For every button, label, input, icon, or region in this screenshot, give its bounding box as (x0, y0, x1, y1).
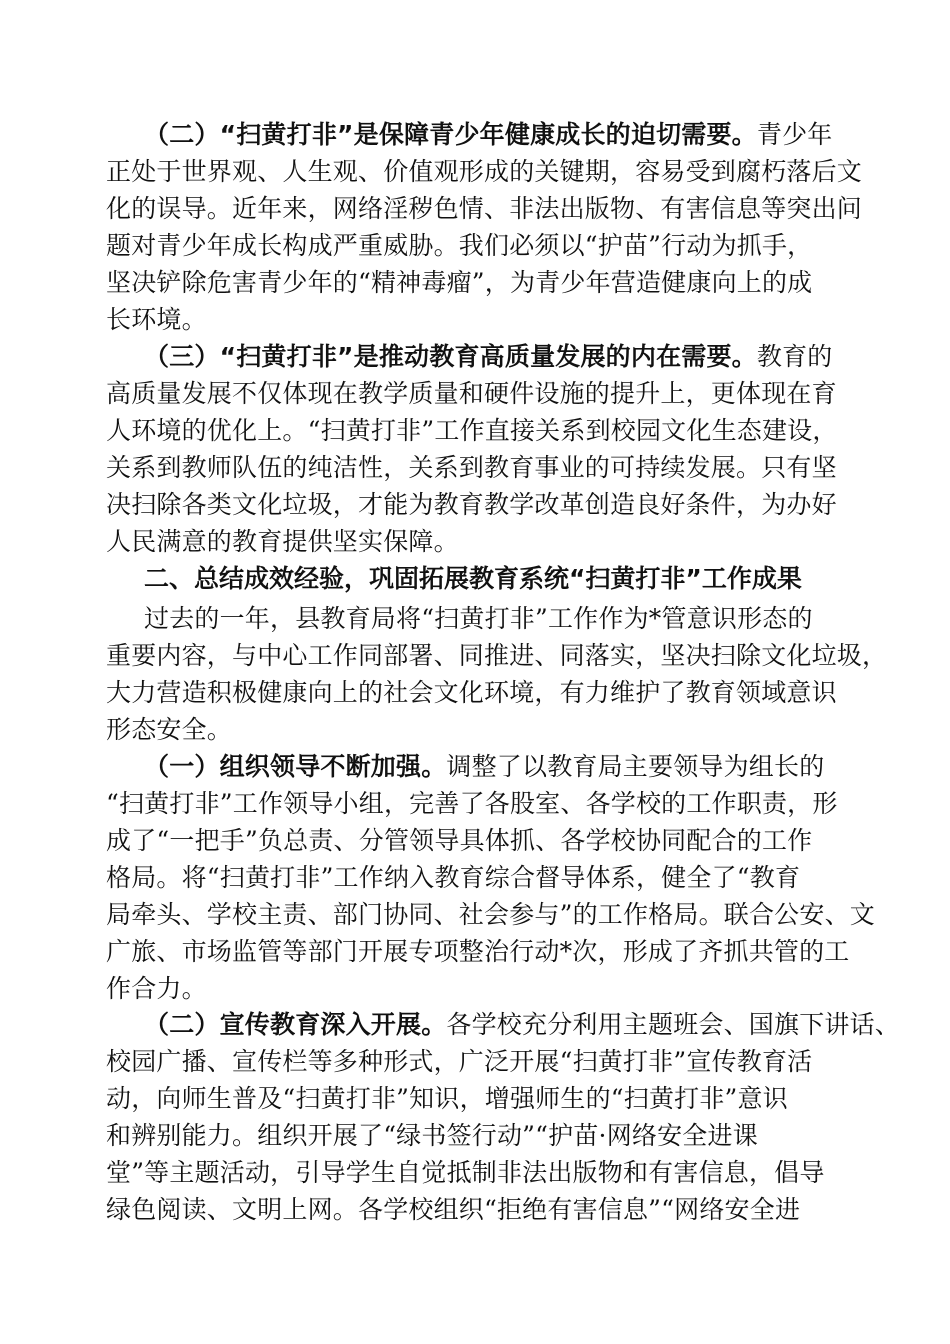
paragraph-lead: （一）组织领导不断加强。 (144, 752, 447, 781)
text-line (106, 1006, 901, 1043)
text-line: 长环境。 (106, 305, 207, 334)
paragraph-intro (106, 600, 888, 748)
text-line: 格局。将“扫黄打非”工作纳入教育综合督导体系，健全了“教育 (106, 863, 801, 892)
text-line: 形态安全。 (106, 715, 233, 744)
paragraph-lead: （二）宣传教育深入开展。 (144, 1010, 447, 1039)
text-line: 和辨别能力。组织开展了“绿书签行动”“护苗·网络安全进课 (106, 1121, 758, 1150)
text-line: 高质量发展不仅体现在教学质量和硬件设施的提升上，更体现在育 (106, 379, 837, 408)
text-line: “扫黄打非”工作领导小组，完善了各股室、各学校的工作职责，形 (106, 789, 838, 818)
text-run: 青少年 (756, 120, 833, 149)
text-line: 堂”等主题活动，引导学生自觉抵制非法出版物和有害信息，倡导 (106, 1158, 825, 1187)
text-line: 正处于世界观、人生观、价值观形成的关键期，容易受到腐朽落后文 (106, 157, 863, 186)
text-line: 校园广播、宣传栏等多种形式，广泛开展“扫黄打非”宣传教育活 (106, 1047, 813, 1076)
paragraph-publicity (106, 1006, 901, 1228)
text-run: 调整了以教育局主要领导为组长的 (446, 752, 825, 781)
text-line: 坚决铲除危害青少年的“精神毒瘤”，为青少年营造健康向上的成 (106, 268, 813, 297)
text-line (106, 338, 858, 375)
paragraph-youth-protection (106, 116, 863, 338)
paragraph-organization (106, 748, 875, 1007)
text-line: 绿色阅读、文明上网。各学校组织“拒绝有害信息”“网络安全进 (106, 1195, 801, 1224)
text-line: 成了“一把手”负总责、分管领导具体抓、各学校协同配合的工作 (106, 826, 813, 855)
text-line: 局牵头、学校主责、部门协同、社会参与”的工作格局。联合公安、文 (106, 900, 875, 929)
text-line: 题对青少年成长构成严重威胁。我们必须以“护苗”行动为抓手， (106, 231, 813, 260)
section-heading: 二、总结成效经验，巩固拓展教育系统“扫黄打非”工作成果 (144, 564, 802, 593)
text-line: 动，向师生普及“扫黄打非”知识，增强师生的“扫黄打非”意识 (106, 1084, 788, 1113)
text-run: 教育的 (756, 342, 833, 371)
text-line: 化的误导。近年来，网络淫秽色情、非法出版物、有害信息等突出问 (106, 194, 863, 223)
text-line: 重要内容，与中心工作同部署、同推进、同落实，坚决扫除文化垃圾， (106, 641, 888, 670)
paragraph-lead: （三）“扫黄打非”是推动教育高质量发展的内在需要。 (144, 342, 757, 371)
text-line: 关系到教师队伍的纯洁性，关系到教育事业的可持续发展。只有坚 (106, 453, 837, 482)
text-line: 广旅、市场监管等部门开展专项整治行动*次，形成了齐抓共管的工 (106, 937, 850, 966)
paragraph-lead: （二）“扫黄打非”是保障青少年健康成长的迫切需要。 (144, 120, 757, 149)
text-line: 人民满意的教育提供坚实保障。 (106, 527, 459, 556)
text-line: 作合力。 (106, 974, 207, 1003)
text-line (106, 748, 858, 785)
text-line: 决扫除各类文化垃圾，才能为教育教学改革创造良好条件，为办好 (106, 490, 837, 519)
text-run: 各学校充分利用主题班会、国旗下讲话、 (446, 1010, 901, 1039)
paragraph-education-quality (106, 338, 858, 560)
text-line (106, 116, 858, 153)
text-line: 大力营造积极健康向上的社会文化环境，有力维护了教育领域意识 (106, 678, 837, 707)
text-line: 人环境的优化上。“扫黄打非”工作直接关系到校园文化生态建设， (106, 416, 838, 445)
text-line: 过去的一年，县教育局将“扫黄打非”工作作为*管意识形态的 (144, 604, 813, 633)
